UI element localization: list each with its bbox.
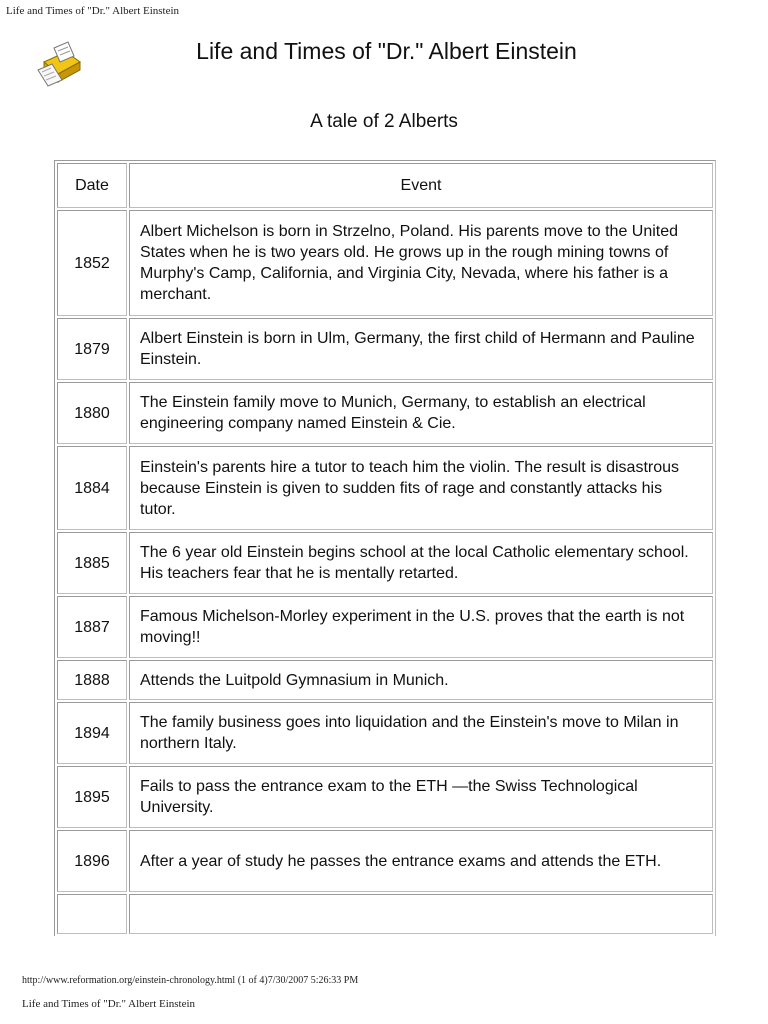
- column-header-date: Date: [57, 163, 127, 208]
- date-cell: 1895: [57, 766, 127, 828]
- date-cell: 1884: [57, 446, 127, 530]
- print-footer-url: http://www.reformation.org/einstein-chronology.html (1 of 4)7/30/2007 5:26:33 PM: [22, 975, 359, 986]
- column-header-event: Event: [129, 163, 713, 208]
- table-row: [57, 766, 713, 828]
- page-title: Life and Times of "Dr." Albert Einstein: [196, 38, 577, 64]
- event-cell: Albert Einstein is born in Ulm, Germany, the first child of Hermann and Pauline Einstein.: [129, 318, 713, 380]
- event-cell: Einstein's parents hire a tutor to teach him the violin. The result is disastrous because Einstein is given to sudden fits of rage and constantly attacks his tutor.: [129, 446, 713, 530]
- event-cell-empty: [129, 894, 713, 934]
- date-cell: 1894: [57, 702, 127, 764]
- event-cell: Fails to pass the entrance exam to the ETH —the Swiss Technological University.: [129, 766, 713, 828]
- table-row: [57, 702, 713, 764]
- chronology-table: [54, 160, 716, 936]
- table-header-row: [57, 163, 713, 208]
- date-cell: 1880: [57, 382, 127, 444]
- date-cell: 1887: [57, 596, 127, 658]
- date-cell: 1896: [57, 830, 127, 892]
- table-row: [57, 210, 713, 316]
- event-cell: After a year of study he passes the entrance exams and attends the ETH.: [129, 830, 713, 892]
- event-cell: Famous Michelson-Morley experiment in the U.S. proves that the earth is not moving!!: [129, 596, 713, 658]
- table-row: [57, 318, 713, 380]
- print-header: Life and Times of "Dr." Albert Einstein: [6, 5, 180, 17]
- event-cell: The Einstein family move to Munich, Germany, to establish an electrical engineering company named Einstein & Cie.: [129, 382, 713, 444]
- date-cell: 1888: [57, 660, 127, 700]
- event-cell: The 6 year old Einstein begins school at the local Catholic elementary school. His teachers fear that he is mentally retarted.: [129, 532, 713, 594]
- event-cell: Attends the Luitpold Gymnasium in Munich.: [129, 660, 713, 700]
- table-row: [57, 446, 713, 530]
- table-row: [57, 660, 713, 700]
- event-cell: Albert Michelson is born in Strzelno, Poland. His parents move to the United States when he is two years old. He grows up in the rough mining towns of Murphy's Camp, California, and Virginia City, Nevada, where his father is a merchant.: [129, 210, 713, 316]
- table-row: [57, 532, 713, 594]
- page-subtitle: A tale of 2 Alberts: [310, 111, 458, 132]
- table-row: [57, 382, 713, 444]
- date-cell: 1879: [57, 318, 127, 380]
- table-row-continued: [57, 894, 713, 934]
- date-cell: 1885: [57, 532, 127, 594]
- table-row: [57, 830, 713, 892]
- date-cell: 1852: [57, 210, 127, 316]
- table-row: [57, 596, 713, 658]
- date-cell-empty: [57, 894, 127, 934]
- event-cell: The family business goes into liquidation and the Einstein's move to Milan in northern Italy.: [129, 702, 713, 764]
- chronology-table-container: [54, 160, 716, 948]
- next-page-header: Life and Times of "Dr." Albert Einstein: [22, 998, 196, 1010]
